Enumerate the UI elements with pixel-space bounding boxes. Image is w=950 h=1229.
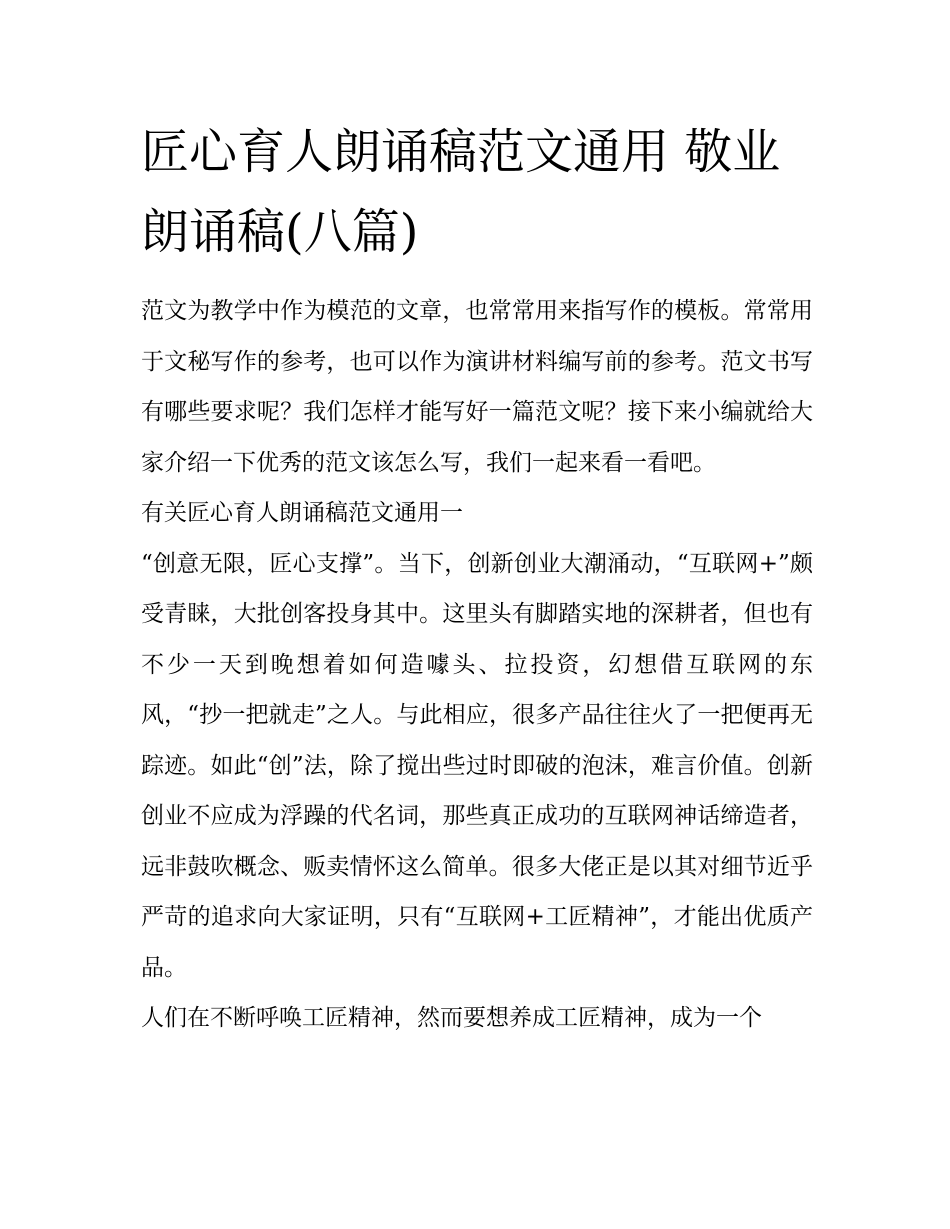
body-paragraph: “创意无限，匠心支撑”。当下，创新创业大潮涌动，“互联网+”颇受青睐，大批创客投身其中。这里头有脚踏实地的深耕者，但也有不少一天到晚想着如何造噱头、拉投资，幻想借互联网的东风，“抄一把就走”之人。与此相应，很多产品往往火了一把便再无踪迹。如此“创”法，除了搅出些过时即破的泡沫，难言价值。创新创业不应成为浮躁的代名词，那些真正成功的互联网神话缔造者，远非鼓吹概念、贩卖情怀这么简单。很多大佬正是以其对细节近乎严苛的追求向大家证明，只有“互联网+工匠精神”，才能出优质产品。	[141, 550, 813, 981]
document-title: 匠心育人朗诵稿范文通用 敬业朗诵稿(八篇)	[141, 124, 781, 260]
body-paragraph: 人们在不断呼唤工匠精神，然而要想养成工匠精神，成为一个	[141, 1005, 762, 1031]
intro-paragraph: 范文为教学中作为模范的文章，也常常用来指写作的模板。常常用于文秘写作的参考，也可以作为演讲材料编写前的参考。范文书写有哪些要求呢？我们怎样才能写好一篇范文呢？接下来小编就给大家介绍一下优秀的范文该怎么写，我们一起来看一看吧。	[141, 298, 813, 476]
section-heading: 有关匠心育人朗诵稿范文通用一	[141, 500, 463, 526]
document-page	[141, 112, 813, 1044]
